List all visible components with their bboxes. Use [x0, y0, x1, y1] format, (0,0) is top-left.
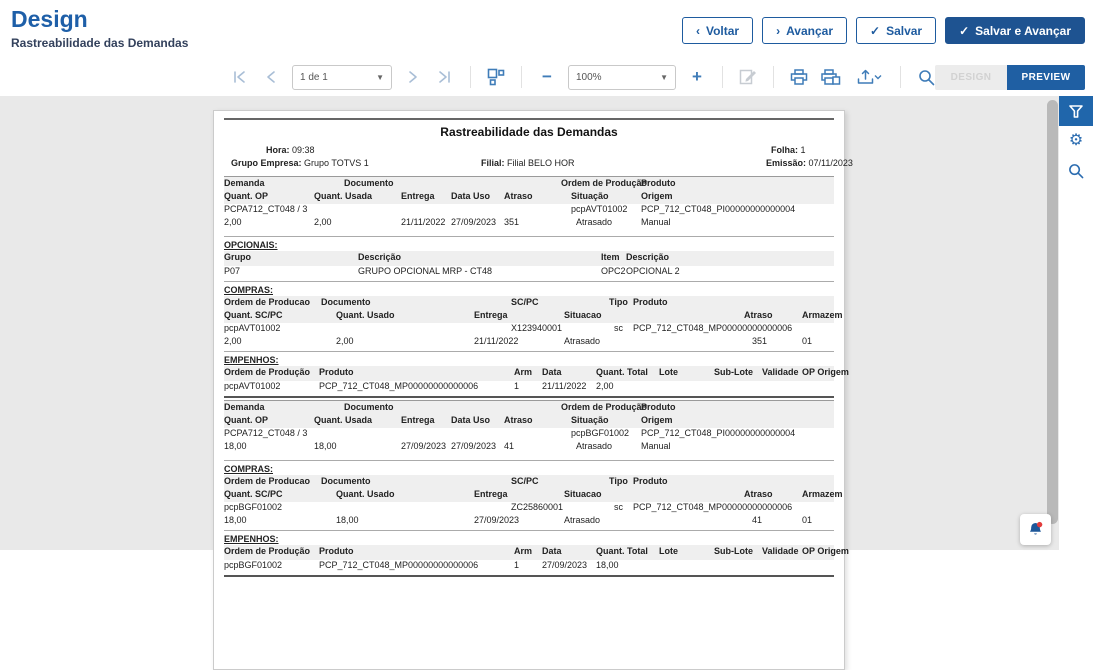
report-cell: Atraso: [504, 190, 533, 201]
report-cell: Demanda: [224, 178, 265, 188]
report-cell: 27/09/2023: [451, 216, 497, 227]
report-row: [224, 515, 834, 528]
compras-label: COMPRAS:: [224, 460, 834, 475]
report-cell: Data: [542, 546, 562, 556]
report-cell: Quant. Total: [596, 546, 648, 556]
page-title: Design: [11, 6, 88, 32]
report-cell: 27/09/2023: [474, 514, 520, 525]
avancar-label: Avançar: [786, 23, 833, 38]
toolbar-separator: [900, 66, 901, 88]
search-icon: [1068, 163, 1084, 179]
chevron-down-icon: ▼: [376, 72, 384, 82]
report-cell: Origem: [641, 190, 673, 201]
report-cell: Origem: [641, 414, 673, 425]
report-cell: OP Origem: [802, 367, 849, 377]
report-cell: Documento: [344, 402, 394, 412]
report-info-line: Hora: 09:38 Folha: 1: [266, 145, 806, 155]
print-button[interactable]: [788, 65, 810, 89]
report-header-row: [224, 402, 834, 415]
mode-switch: [935, 65, 1085, 90]
report-cell: Validade: [762, 546, 799, 556]
report-cell: Quant. SC/PC: [224, 309, 283, 320]
report-cell: 1: [514, 559, 520, 570]
gear-icon: ⚙: [1068, 132, 1084, 149]
report-cell: Lote: [659, 367, 678, 377]
report-cell: Lote: [659, 546, 678, 556]
salvar-e-avancar-button[interactable]: [945, 17, 1085, 44]
report-cell: Arm: [514, 546, 533, 556]
print-page-button[interactable]: [820, 65, 842, 89]
report-cell: Entrega: [401, 190, 435, 201]
report-cell: Data Uso: [451, 414, 491, 425]
block-end-rule: [224, 396, 834, 398]
report-cell: Quant. Usada: [314, 190, 373, 201]
report-cell: pcpAVT01002: [224, 323, 281, 333]
report-cell: GRUPO OPCIONAL MRP - CT48: [358, 265, 493, 276]
report-cell: Descrição: [358, 252, 402, 262]
report-row: [224, 217, 834, 230]
compras-label: COMPRAS:: [224, 281, 834, 296]
report-cell: Sub-Lote: [714, 367, 753, 377]
report-row: [224, 428, 834, 441]
toolbar-separator: [521, 66, 522, 88]
report-cell: pcpBGF01002: [571, 428, 630, 438]
report-header-row: [224, 309, 843, 323]
export-button[interactable]: [852, 65, 886, 89]
compras-header: [224, 475, 843, 502]
report-cell: Atrasado: [576, 440, 613, 451]
report-cell: Quant. OP: [224, 414, 269, 425]
report-cell: PCPA712_CT048 / 3: [224, 204, 308, 214]
salvar-e-avancar-label: Salvar e Avançar: [975, 23, 1071, 38]
report-cell: 27/09/2023: [542, 559, 588, 570]
report-header-row: [224, 415, 834, 428]
report-cell: Ordem de Producao: [224, 476, 311, 486]
vertical-scrollbar[interactable]: [1047, 100, 1058, 524]
report-header-row: [224, 367, 849, 380]
report-row: [224, 336, 834, 349]
report-cell: Produto: [319, 367, 354, 377]
report-cell: 41: [752, 514, 763, 525]
report-cell: 21/11/2022: [401, 216, 446, 227]
bell-icon: [1027, 521, 1044, 538]
report-cell: 41: [504, 440, 515, 451]
report-cell: 18,00: [224, 440, 247, 451]
report-cell: Manual: [641, 216, 671, 227]
demanda-header: [224, 176, 834, 204]
report-cell: Atrasado: [576, 216, 613, 227]
report-cell: 2,00: [224, 335, 242, 346]
report-cell: Atraso: [744, 488, 773, 499]
report-cell: sc: [614, 323, 623, 333]
report-cell: PCP_712_CT048_PI00000000000004: [641, 428, 796, 438]
report-cell: PCP_712_CT048_MP00000000000006: [633, 502, 793, 512]
block-end-rule: [224, 575, 834, 577]
report-cell: Produto: [633, 476, 668, 486]
report-cell: Quant. SC/PC: [224, 488, 283, 499]
report-cell: 01: [802, 335, 813, 346]
zoom-in-button[interactable]: +: [686, 67, 708, 87]
report-cell: PCP_712_CT048_PI00000000000004: [641, 204, 796, 214]
opcionais-label: OPCIONAIS:: [224, 236, 834, 251]
report-cell: Quant. Usada: [314, 414, 373, 425]
report-cell: Situação: [571, 414, 609, 425]
preview-area: [0, 96, 1093, 570]
report-row: [224, 266, 834, 279]
report-cell: SC/PC: [511, 297, 539, 307]
report-cell: OP Origem: [802, 546, 849, 556]
report-cell: Situacao: [564, 309, 602, 320]
compras-header: [224, 296, 843, 323]
empenhos-label: EMPENHOS:: [224, 351, 834, 366]
report-row: [224, 204, 834, 217]
report-cell: Produto: [319, 546, 354, 556]
report-cell: Data: [542, 367, 562, 377]
chevron-down-icon: ▼: [660, 72, 668, 82]
edit-report-icon[interactable]: [737, 65, 759, 89]
report-cell: Ordem de Producao: [224, 297, 311, 307]
report-cell: Documento: [321, 476, 371, 486]
opcionais-header: [224, 251, 834, 266]
report-row: [224, 502, 834, 515]
first-page-button[interactable]: [228, 65, 250, 89]
report-cell: PCPA712_CT048 / 3: [224, 428, 308, 438]
search-report-button[interactable]: [1059, 156, 1093, 186]
report-cell: 21/11/2022: [542, 380, 587, 391]
report-cell: Documento: [321, 297, 371, 307]
report-cell: Atrasado: [564, 335, 601, 346]
empenhos-header: [224, 366, 849, 381]
report-cell: Descrição: [626, 252, 670, 262]
filter-icon: [1069, 105, 1083, 118]
report-cell: Entrega: [474, 309, 508, 320]
voltar-label: Voltar: [705, 23, 740, 38]
report-cell: Validade: [762, 367, 799, 377]
report-cell: ZC25860001: [511, 502, 564, 512]
report-cell: Produto: [641, 402, 676, 412]
report-cell: 01: [802, 514, 813, 525]
report-row: [224, 560, 834, 573]
report-cell: Quant. Usado: [336, 488, 395, 499]
report-cell: Entrega: [474, 488, 508, 499]
report-cell: Quant. Usado: [336, 309, 395, 320]
report-cell: 2,00: [596, 380, 614, 391]
report-cell: Manual: [641, 440, 671, 451]
report-header-row: [224, 178, 834, 191]
report-cell: Quant. OP: [224, 190, 269, 201]
zoom-select[interactable]: [568, 65, 676, 90]
report-cell: 27/09/2023: [451, 440, 497, 451]
report-cell: 18,00: [596, 559, 619, 570]
settings-button[interactable]: [1059, 126, 1093, 156]
report-cell: pcpBGF01002: [224, 502, 283, 512]
report-header-row: [224, 476, 834, 489]
last-page-button[interactable]: [434, 65, 456, 89]
report-cell: Documento: [344, 178, 394, 188]
report-cell: Ordem de Produção: [224, 546, 311, 556]
report-cell: Atraso: [504, 414, 533, 425]
report-cell: 2,00: [314, 216, 332, 227]
report-cell: 1: [514, 380, 520, 391]
report-row: [224, 323, 834, 336]
report-cell: sc: [614, 502, 623, 512]
header-actions: [682, 17, 1085, 44]
report-cell: Produto: [641, 178, 676, 188]
report-cell: Quant. Total: [596, 367, 648, 377]
report-toolbar: [0, 58, 1093, 96]
report-page: [213, 110, 853, 670]
report-cell: Atraso: [744, 309, 773, 320]
report-cell: 18,00: [224, 514, 247, 525]
report-cell: 351: [504, 216, 520, 227]
report-cell: Armazem: [802, 488, 843, 499]
report-cell: pcpAVT01002: [224, 380, 281, 391]
voltar-button[interactable]: [682, 17, 753, 44]
multi-page-view-icon[interactable]: [485, 65, 507, 89]
report-cell: Sub-Lote: [714, 546, 753, 556]
salvar-button[interactable]: [856, 17, 936, 44]
report-cell: Entrega: [401, 414, 435, 425]
report-header-row: [224, 546, 849, 559]
toolbar-separator: [722, 66, 723, 88]
empenhos-label: EMPENHOS:: [224, 530, 834, 545]
check-icon: ✓: [959, 23, 970, 38]
report-cell: PCP_712_CT048_MP00000000000006: [319, 380, 479, 391]
empenhos-header: [224, 545, 849, 560]
demanda-header: [224, 400, 834, 428]
report-cell: Data Uso: [451, 190, 491, 201]
report-cell: Ordem de Produção: [561, 402, 648, 412]
report-row: [224, 381, 834, 394]
report-cell: Tipo: [609, 297, 628, 307]
report-cell: pcpAVT01002: [571, 204, 628, 214]
search-button[interactable]: [915, 65, 937, 89]
report-cell: 27/09/2023: [401, 440, 447, 451]
design-tab[interactable]: DESIGN: [935, 65, 1007, 90]
report-header-row: [224, 488, 843, 502]
page-select[interactable]: [292, 65, 392, 90]
report-cell: OPC2: [601, 265, 626, 276]
report-header-row: [224, 297, 834, 310]
side-toolbar: [1059, 96, 1093, 550]
chevron-right-icon: ›: [776, 23, 781, 38]
report-cell: 2,00: [336, 335, 354, 346]
report-cell: PCP_712_CT048_MP00000000000006: [319, 559, 479, 570]
chevron-down-icon: [874, 74, 882, 80]
report-cell: Item: [601, 252, 620, 262]
toolbar-separator: [470, 66, 471, 88]
report-cell: X123940001: [511, 323, 563, 333]
zoom-select-value: 100%: [576, 71, 602, 83]
zoom-out-button[interactable]: −: [536, 67, 558, 87]
notifications-button[interactable]: [1020, 514, 1051, 545]
preview-tab[interactable]: PREVIEW: [1007, 65, 1085, 90]
toolbar-separator: [773, 66, 774, 88]
report-cell: PCP_712_CT048_MP00000000000006: [633, 323, 793, 333]
report-cell: OPCIONAL 2: [626, 265, 680, 276]
page-subtitle: Rastreabilidade das Demandas: [11, 36, 189, 50]
report-cell: Arm: [514, 367, 533, 377]
report-cell: Ordem de Produção: [561, 178, 648, 188]
report-cell: Tipo: [609, 476, 628, 486]
report-cell: Situação: [571, 190, 609, 201]
report-cell: pcpBGF01002: [224, 559, 283, 570]
report-cell: 18,00: [314, 440, 337, 451]
chevron-left-icon: ‹: [695, 23, 700, 38]
top-header-bar: [0, 0, 1093, 58]
next-page-button[interactable]: [402, 65, 424, 89]
report-cell: Ordem de Produção: [224, 367, 311, 377]
page-select-value: 1 de 1: [300, 71, 328, 83]
report-cell: Grupo: [224, 252, 251, 262]
check-icon: ✓: [870, 23, 881, 38]
report-cell: 2,00: [224, 216, 242, 227]
report-info-line: Grupo Empresa: Grupo TOTVS 1 Filial: Filial BELO HOR Emissão: 07/11/2023: [231, 157, 853, 168]
report-cell: SC/PC: [511, 476, 539, 486]
report-cell: Armazem: [802, 309, 843, 320]
report-cell: 21/11/2022: [474, 335, 519, 346]
filter-button[interactable]: [1059, 96, 1093, 126]
report-header-row: [224, 191, 834, 204]
report-cell: Atrasado: [564, 514, 601, 525]
report-cell: 18,00: [336, 514, 359, 525]
report-cell: Demanda: [224, 402, 265, 412]
report-row: [224, 441, 834, 454]
report-cell: Situacao: [564, 488, 602, 499]
report-title: Rastreabilidade das Demandas: [440, 125, 618, 139]
previous-page-button[interactable]: [260, 65, 282, 89]
salvar-label: Salvar: [886, 23, 923, 38]
report-cell: P07: [224, 265, 241, 276]
avancar-button[interactable]: [762, 17, 847, 44]
report-cell: 351: [752, 335, 768, 346]
report-header-row: [224, 252, 834, 265]
report-cell: Produto: [633, 297, 668, 307]
